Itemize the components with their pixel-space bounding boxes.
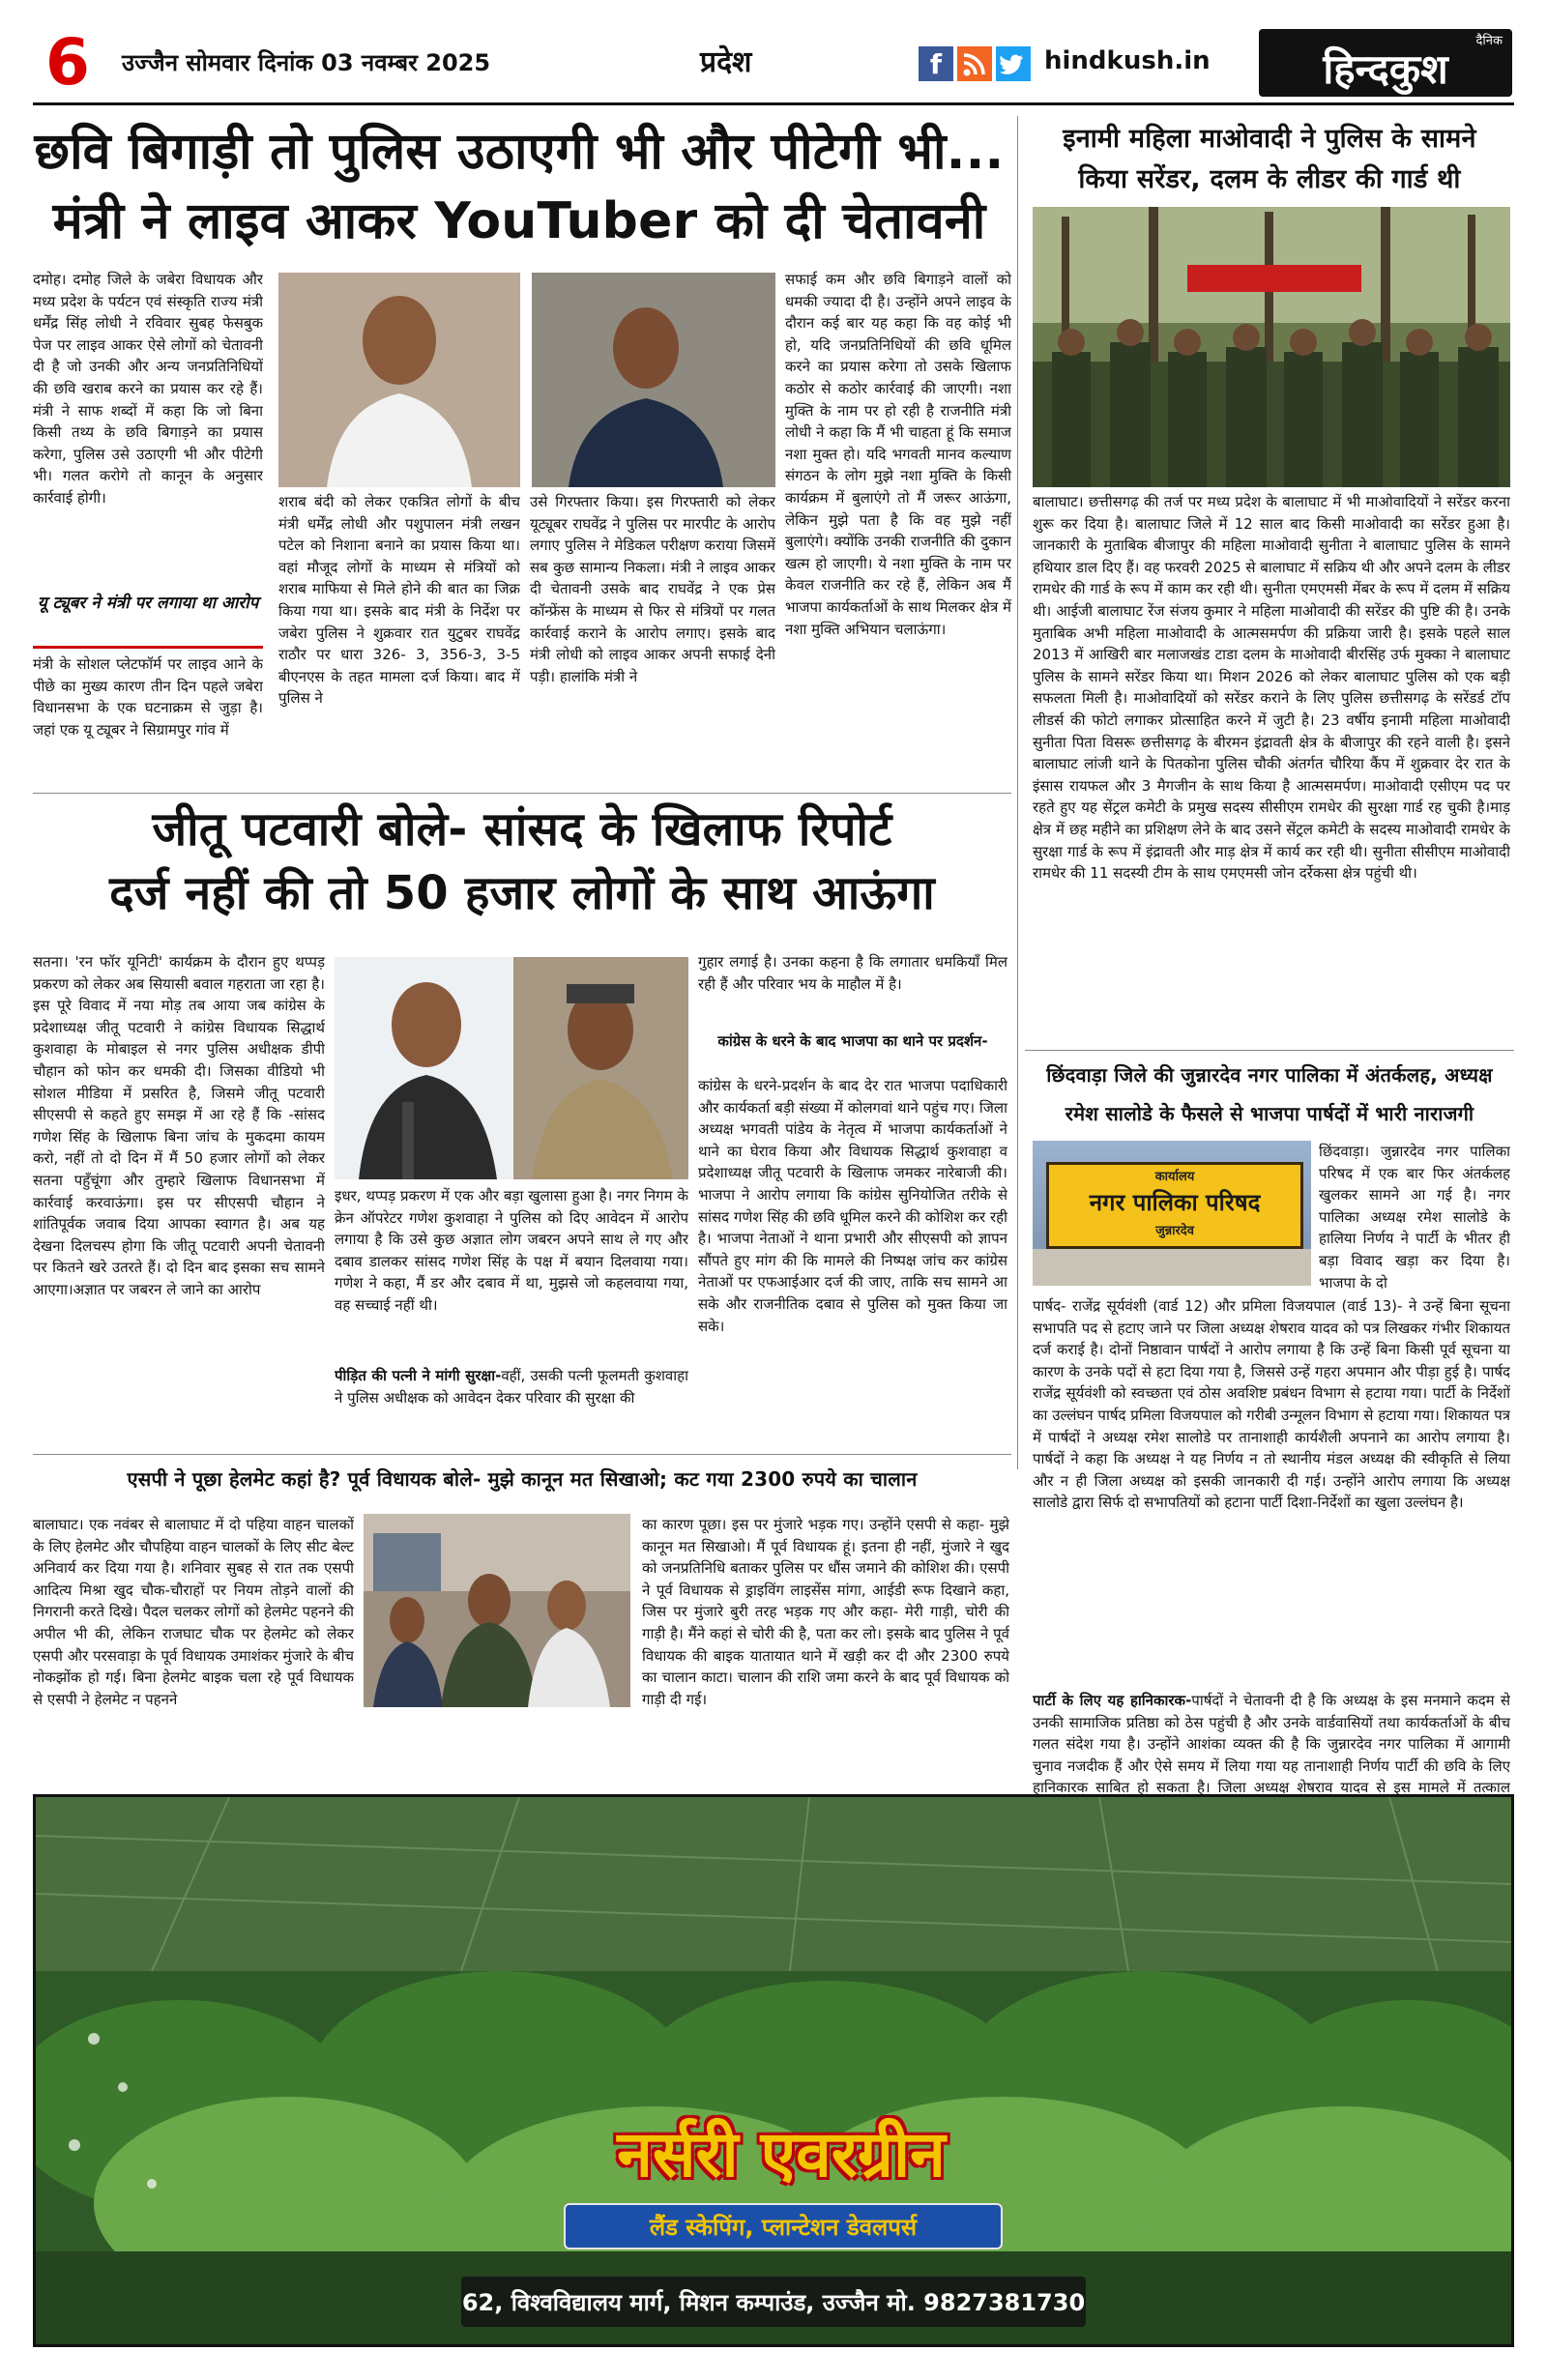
page-number: 6 <box>45 25 90 100</box>
helmet-challan-photo <box>364 1514 630 1707</box>
nagar-palika-photo <box>1033 1141 1311 1286</box>
story4-top-rule <box>1025 1050 1514 1051</box>
nagar-palika-board <box>1046 1162 1303 1249</box>
board-main-text: नगर पालिका परिषद <box>1089 1189 1261 1216</box>
story1-headline-1: छवि बिगाड़ी तो पुलिस उठाएगी भी और पीटेगी भी... <box>34 123 1005 181</box>
story4-text-full: पार्षद- राजेंद्र सूर्यवंशी (वार्ड 12) और प्रमिला विजयपाल (वार्ड 13)- ने उन्हें बिना सूचना सभापति पद से हटाए जाने पर जिला अध्यक्ष शेषराव यादव को पत्र लिखकर गंभीर शिकायत दर्ज कराई है। दोनों निष्ठावान पार्षदों ने आरोप लगाया है कि उन्हें बिना किसी पूर्व सूचना या कारण के उनके पदों से हटा दिया गया है, जिससे उन्हें गहरा अपमान और पीड़ा हुई है। पार्षद राजेंद्र सूर्यवंशी को स्वच्छता एवं ठोस अवशिष्ट प्रबंधन विभाग से हटाया गया। पार्टी के निर्देशों का उल्लंघन पार्षद प्रमिला विजयपाल को गरीबी उन्मूलन विभाग से हटाया गया। शिकायत पत्र में पार्षदों ने अध्यक्ष रमेश सालोडे पर तानाशाही कार्यशैली अपनाने का आरोप लगाया है। पार्षदों ने कहा कि अध्यक्ष ने यह निर्णय न तो स्थानीय मंडल अध्यक्ष की स्वीकृति से लिया और न ही जिला अध्यक्ष को इसकी जानकारी दी गई। उन्होंने आरोप लगाया कि अध्यक्ष सालोडे द्वारा सिर्फ दो सभापतियों को हटाना पार्टी दिशा-निर्देशों का खुला उल्लंघन है। <box>1033 1297 1510 1512</box>
story5-col1-text: बालाघाट। एक नवंबर से बालाघाट में दो पहिया वाहन चालकों के लिए हेलमेट और चौपहिया वाहन चालकों के लिए सीट बेल्ट अनिवार्य कर दिया गया है। शनिवार सुबह से रात तक एसपी आदित्य मिश्रा खुद चौक-चौराहों पर नियम तोड़ने वालों की निगरानी करते दिखे। पैदल चलकर लोगों को हेलमेट पहनने की अपील भी की, लेकिन राजघाट चौक पर हेलमेट को लेकर एसपी और परसवाड़ा के पूर्व विधायक उमाशंकर मुंजारे के बीच नोकझोंक हो गई। बिना हेलमेट बाइक चला रहे पूर्व विधायक से एसपी ने हेलमेट न पहनने <box>33 1516 354 1708</box>
board-small-text: कार्यालय <box>1154 1170 1195 1184</box>
rss-icon[interactable] <box>957 46 992 81</box>
story1-col4-text: सफाई कम और छवि बिगाड़ने वालों को धमकी ज्यादा दी है। उन्होंने अपने लाइव के दौरान कई बार यह कहा कि वह कोई भी हो, यदि जनप्रतिनिधियों की छवि धूमिल करने का प्रयास करेगा तो उसके खिलाफ कठोर से कठोर कार्रवाई की जाएगी। नशा मुक्ति के नाम पर हो रही है राजनीति मंत्री लोधी ने कहा कि मैं भी चाहता हूं कि समाज नशा मुक्त हो। यदि भगवती मानव कल्याण संगठन के लोग मुझे नशा मुक्ति के किसी कार्यक्रम में बुलाएंगे तो मैं जरूर आऊंगा, लेकिन मुझे पता है कि वह मुझे नहीं बुलाएंगे। क्योंकि उनकी राजनीति की दुकान खत्म हो जाएगी। ये नशा मुक्ति के नाम पर केवल राजनीति कर रहे हैं, लेकिन अब मैं भाजपा कार्यकर्ताओं के साथ मिलकर क्षेत्र में नशा मुक्ति अभियान चलाऊंगा। <box>785 271 1011 638</box>
ad-title: नर्सरी एवरग्रीन <box>617 2117 946 2191</box>
story1-col3-text: उसे गिरफ्तार किया। इस गिरफ्तारी को लेकर यूट्यूबर राघवेंद्र ने पुलिस पर मारपीट के आरोप लगाए पुलिस ने मेडिकल परीक्षण कराया जिसमें सब कुछ सामान्य निकला। मंत्री ने लाइव आकर दी चेतावनी उसके बाद राघवेंद्र ने एक प्रेस कॉन्फ्रेंस के माध्यम से फिर से मंत्रियों पर गलत कार्रवाई कराने के आरोप लगाए। इसके बाद मंत्री लोधी को लाइव आकर अपनी सफाई देनी पड़ी। हालांकि मंत्री ने <box>530 493 775 685</box>
newspaper-logo <box>1259 29 1512 97</box>
logo-main-text: हिन्दकुश <box>1323 45 1448 93</box>
story5-col1-text-tail <box>33 1514 34 1515</box>
nursery-advertisement[interactable] <box>33 1794 1514 2347</box>
story4-text-end: पार्षदों ने चेतावनी दी है कि अध्यक्ष के इस मनमाने कदम से उनकी सामाजिक प्रतिष्ठा को ठेस पहुंची है और उनके वार्डवासियों तथा कार्यकर्ताओं के बीच गलत संदेश गया है। उन्होंने आशंका व्यक्त की है कि जुन्नारदेव नगर पालिका में आगामी चुनाव नजदीक हैं और ऐसे समय में लिया गया यह तानाशाही निर्णय पार्टी की छवि के लिए हानिकारक साबित हो सकता है। जिला अध्यक्ष शेषराव यादव से इस मामले में तत्काल <box>1033 1692 1510 1797</box>
story4-headline-2: रमेश सालोडे के फैसले से भाजपा पार्षदों में भारी नाराजगी <box>1065 1102 1474 1125</box>
story3-col1-text: सतना। 'रन फॉर यूनिटी' कार्यक्रम के दौरान हुए थप्पड़ प्रकरण को लेकर अब सियासी बवाल गहराता जा रहा है। इस पूरे विवाद में नया मोड़ तब आया जब कांग्रेस के प्रदेशाध्यक्ष जीतू पटवारी ने कांग्रेस विधायक सिद्धार्थ कुशवाहा के मोबाइल से नगर पुलिस अधीक्षक डीपी चौहान को फोन कर धमकी दी। जिसका वीडियो भी सोशल मीडिया में प्रसरित है, जिसमे जीतू पटवारी सीएसपी से कहते हुए समझ में आ रहे हैं कि -सांसद गणेश सिंह के खिलाफ बिना जांच के मुकदमा कायम करो, नहीं तो दो दिन में मैं 50 हजार लोगों को लेकर सतना पहुँचूंगा और तुम्हारे खिलाफ विधानसभा में कार्रवाई करवाऊंगा। इस पर सीएसपी चौहान ने शांतिपूर्वक जवाब दिया आपका स्वागत है। अब यह देखना दिलचस्प होगा कि जीतू पटवारी अपनी चेतावनी पर कितने खरे उतरते हैं। दो दिन बाद इसका सच सामने आएगा।अज्ञात पर जबरन ले जाने का आरोप <box>33 953 325 1298</box>
website-link[interactable]: hindkush.in <box>1044 46 1211 75</box>
ad-address: 62, विश्वविद्यालय मार्ग, मिशन कम्पाउंड, उज्जैन मो. 9827381730 <box>461 2289 1086 2316</box>
story1-col1-text2: मंत्री के सोशल प्लेटफॉर्म पर लाइव आने के पीछे का मुख्य कारण तीन दिन पहले जबेरा विधानसभा के एक घटनाक्रम से जुड़ा है। जहां एक यू ट्यूबर ने सिग्रामपुर गांव में <box>33 655 263 739</box>
story1-headline-2: मंत्री ने लाइव आकर YouTuber को दी चेतावनी <box>52 192 986 250</box>
column-separator <box>1017 116 1018 1469</box>
section-name: प्रदेश <box>700 45 752 79</box>
ad-tagline-band <box>564 2203 1003 2249</box>
story3-col2-subtext <box>335 1365 688 1446</box>
story5-col2-text: का कारण पूछा। इस पर मुंजारे भड़क गए। उन्होंने एसपी से कहा- मुझे कानून मत सिखाओ। मैं पूर्व विधायक हूं। इतना ही नहीं, मुंजारे ने खुद को जनप्रतिनिधि बताकर पुलिस पर धौंस जमाने की कोशिश की। एसपी ने पूर्व विधायक से ड्राइविंग लाइसेंस मांगा, आईडी रूफ दिखाने कहा, जिस पर मुंजारे बुरी तरह भड़क गए और कहा- मेरी गाड़ी, चोरी की गाड़ी है। मैंने कहां से चोरी की है, पता कर लो। इसके बाद पुलिस ने पूर्व विधायक की बाइक यातायात थाने में खड़ी कर दी और 2300 रुपये का चालान काटा। चालान की राशि जमा करने के बाद पूर्व विधायक को गाड़ी दी गई। <box>642 1516 1009 1708</box>
story4-text-right: छिंदवाड़ा। जुन्नारदेव नगर पालिका परिषद में एक बार फिर अंतर्कलह खुलकर सामने आ गई है। नगर पालिका अध्यक्ष रमेश सालोडे के हालिया निर्णय ने पार्टी के भीतर ही बड़ा विवाद खड़ा कर दिया है। भाजपा के दो <box>1319 1143 1510 1292</box>
story5-top-rule <box>33 1454 1011 1455</box>
story4-headline-1: छिंदवाड़ा जिले की जुन्नारदेव नगर पालिका में अंतर्कलह, अध्यक्ष <box>1046 1063 1493 1087</box>
story3-headline-1: जीतू पटवारी बोले- सांसद के खिलाफ रिपोर्ट <box>152 802 892 856</box>
board-place-text: जुन्नारदेव <box>1155 1224 1194 1238</box>
masthead <box>33 27 1514 102</box>
story4-subhead: पार्टी के लिए यह हानिकारक- <box>1033 1692 1192 1709</box>
twitter-icon[interactable] <box>996 46 1031 81</box>
edition-date: उज्जैन सोमवार दिनांक 03 नवम्बर 2025 <box>122 49 491 76</box>
story2-headline-1: इनामी महिला माओवादी ने पुलिस के सामने <box>1063 124 1476 154</box>
logo-small-text: दैनिक <box>1475 34 1503 48</box>
story5-headline: एसपी ने पूछा हेलमेट कहां है? पूर्व विधायक बोले- मुझे कानून मत सिखाओ; कट गया 2300 रुपये का चालान <box>127 1467 918 1491</box>
story3-col2-text: इधर, थप्पड़ प्रकरण में एक और बड़ा खुलासा हुआ है। नगर निगम के क्रेन ऑपरेटर गणेश कुशवाहा ने पुलिस को दिए आवेदन में आरोप लगाया है कि उसे कुछ अज्ञात लोग जबरन अपने साथ ले गए और दबाव डालकर सांसद गणेश सिंह के पक्ष में बयान दिलवाया गया। गणेश ने कहा, मैं डर और दबाव में था, मुझसे जो कहलवाया गया, वह सच्चाई नहीं थी। <box>335 1187 688 1314</box>
masthead-rule <box>33 102 1514 105</box>
story1-col2-text: शराब बंदी को लेकर एकत्रित लोगों के बीच मंत्री धर्मेंद्र लोधी और पशुपालन मंत्री लखन पटेल को निशाना बनाने का प्रयास किया था। वहां मौजूद लोगों के माध्यम से मंत्रियों को शराब माफिया से मिले होने की बात का जिक्र किया गया था। इसके बाद मंत्री के निर्देश पर जबेरा पुलिस ने शुक्रवार रात युटुबर राघवेंद्र राठौर पर धारा 326- 3, 356-3, 3-5 बीएनएस के तहत मामला दर्ज किया। बाद में पुलिस ने <box>278 493 520 708</box>
ad-tagline: लैंड स्केपिंग, प्लान्टेशन डेवलपर्स <box>649 2214 918 2241</box>
story1-subhead-rule <box>33 646 263 649</box>
story3-headline-2: दर्ज नहीं की तो 50 हजार लोगों के साथ आऊंगा <box>109 866 935 920</box>
minister-photo <box>278 273 775 487</box>
story3-top-rule <box>33 793 1011 794</box>
ad-address-band <box>461 2277 1086 2327</box>
story1-subhead: यू ट्यूबर ने मंत्री पर लगाया था आरोप <box>37 594 259 613</box>
story3-col3-subhead: कांग्रेस के धरने के बाद भाजपा का थाने पर प्रदर्शन- <box>717 1032 988 1050</box>
story3-col2-subhead: पीड़ित की पत्नी ने मांगी सुरक्षा- <box>335 1367 502 1384</box>
story3-col3-text: गुहार लगाई है। उनका कहना है कि लगातार धमकियाँ मिल रही हैं और परिवार भय के माहौल में है। <box>698 953 1007 993</box>
story3-col2-text2: वहीं, उसकी पत्नी फूलमती कुशवाहा ने पुलिस अधीक्षक को आवेदन देकर परिवार की सुरक्षा की <box>335 1367 688 1407</box>
story2-text: बालाघाट। छत्तीसगढ़ की तर्ज पर मध्य प्रदेश के बालाघाट में भी माओवादियों ने सरेंडर करना शुरू कर दिया है। बालाघाट जिले में 12 साल बाद किसी माओवादी का सरेंडर हुआ है। जानकारी के मुताबिक बीजापुर की महिला माओवादी सुनीता ने बालाघाट पुलिस के सामने हथियार डाल दिए हैं। वह फरवरी 2025 से बालाघाट में सक्रिय थी और अपने दलम के लीडर रामधेर की गार्ड के रूप में काम कर रही थी। सुनीता एमएमसी मेंबर के रूप में दलम में सक्रिय थी। आईजी बालाघाट रेंज संजय कुमार ने महिला माओवादी की सरेंडर की पुष्टि की है। उनके मुताबिक अभी महिला माओवादी के आत्मसमर्पण की प्रक्रिया जारी है। इसके पहले साल 2013 में आखिरी बार मलाजखंड टाडा दलम के माओवादी बीरसिंह उर्फ मुक्का ने बालाघाट पुलिस के सामने सरेंडर किया था। मिशन 2026 को लेकर बालाघाट पुलिस को एक बड़ी सफलता मिली है। माओवादियों को सरेंडर कराने के लिए पुलिस छत्तीसगढ़ के सरेंडर्ड टॉप लीडर्स की फोटो लगाकर प्रोत्साहित करने में जुटी है। 23 वर्षीय इनामी महिला माओवादी सुनीता पिता विसरू छत्तीसगढ़ के बीरमन इंद्रावती क्षेत्र के बीजापुर की रहने वाली है। इसने बालाघाट लांजी थाने के पितकोना पुलिस चौकी अंतर्गत चौरिया कैंप में शुक्रवार देर रात के इंसास रायफल और 3 मैगजीन के साथ किया है आत्मसमर्पण। माओवादी एसीएम पद पर रहते हुए यह सेंट्रल कमेटी के प्रमुख सदस्य सीसीएम रामधेर की सुरक्षा गार्ड रह चुकी है।माड़ क्षेत्र में छह महीने का प्रशिक्षण लेने के बाद उसने सेंट्रल कमेटी के सदस्य माओवादी रामधेर के सुरक्षा गार्ड के रूप में इंद्रावती और माड़ क्षेत्र में कार्य कर रही थी। सुनीता सीसीएम माओवादी रामधेर की 11 सदस्यी टीम के साथ एमएमसी जोन दर्रेकसा क्षेत्र पहुंची थी। <box>1033 493 1510 883</box>
patwari-police-photo <box>335 957 688 1179</box>
facebook-icon[interactable]: f <box>919 46 953 81</box>
story2-headline-2: किया सरेंडर, दलम के लीडर की गार्ड थी <box>1078 164 1461 194</box>
story1-col1-text: दमोह। दमोह जिले के जबेरा विधायक और मध्य प्रदेश के पर्यटन एवं संस्कृति राज्य मंत्री धर्मेंद्र सिंह लोधी ने रविवार सुबह फेसबुक पेज पर लाइव आकर ऐसे लोगों को चेतावनी दी है जो उनकी और अन्य जनप्रतिनिधियों की छवि खराब करने का प्रयास कर रहे हैं। मंत्री ने साफ शब्दों में कहा कि जो बिना किसी तथ्य के छवि बिगाड़ने का प्रयास करेगा, पुलिस उसे उठाएगी भी और पीटेगी भी। गलत करोगे तो कानून के अनुसार कार्रवाई होगी। <box>33 271 263 507</box>
maoist-surrender-photo <box>1033 207 1510 487</box>
story3-col3-text2: कांग्रेस के धरने-प्रदर्शन के बाद देर रात भाजपा पदाधिकारी और कार्यकर्ता बड़ी संख्या में कोलगवां थाने पहुंच गए। जिला अध्यक्ष भगवती पांडेय के नेतृत्व में भाजपा कार्यकर्ताओं ने थाने का घेराव किया और विधायक सिद्धार्थ कुशवाहा व प्रदेशाध्यक्ष जीतू पटवारी के खिलाफ जमकर नारेबाजी की। भाजपा ने आरोप लगाया कि कांग्रेस सुनियोजित तरीके से सांसद गणेश सिंह की छवि धूमिल करने की कोशिश कर रही है। भाजपा नेताओं ने थाना प्रभारी और सीएसपी को ज्ञापन सौंपते हुए मांग की कि मामले की निष्पक्ष जांच कर कांग्रेस नेताओं पर एफआईआर दर्ज की जाए, ताकि सच सामने आ सके और राजनीतिक दबाव से पुलिस को मुक्त किया जा सके। <box>698 1077 1007 1335</box>
